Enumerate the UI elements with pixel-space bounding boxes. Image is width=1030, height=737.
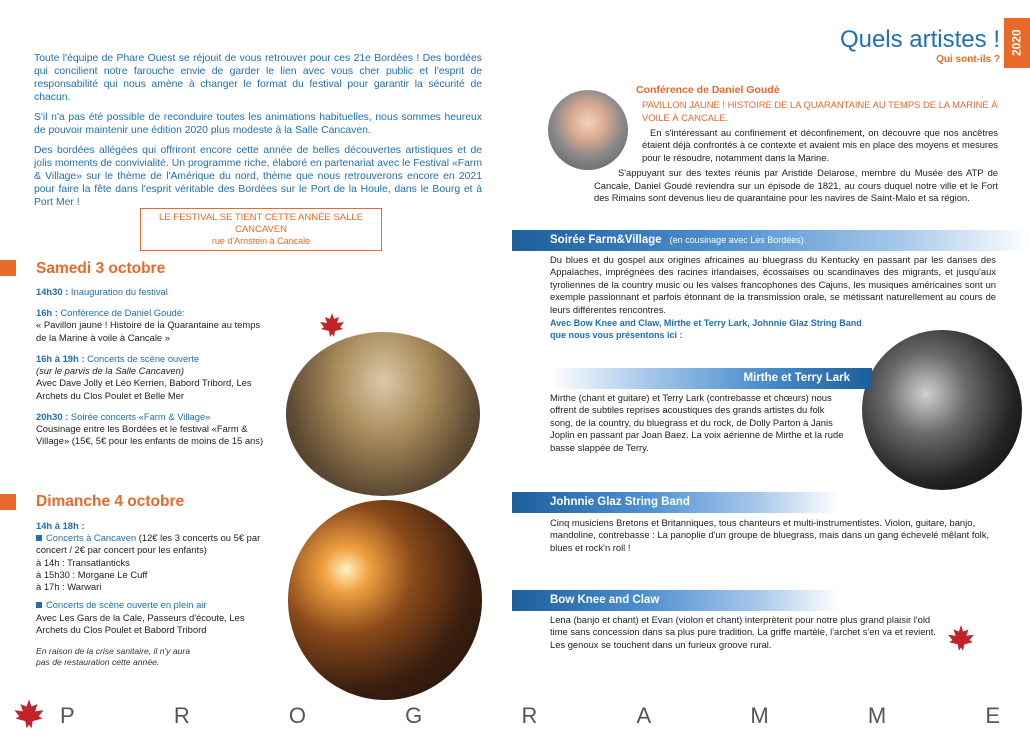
venue-address: rue d'Arnstein à Cancale	[211, 235, 311, 246]
footer-letter: M	[867, 703, 887, 728]
day-title-saturday: Samedi 3 octobre	[36, 260, 166, 277]
footer-letter: R	[521, 703, 538, 728]
section-header-soiree	[512, 230, 1030, 251]
johnnie-text: Cinq musiciens Bretons et Britanniques, tous chanteurs et multi-instrumentistes. Violon, guitare, banjo, mandoline, contrebasse : La panoplie d'un groupe de bluegrass, mais dans un gang échevelé mêlant folk, blues et rock'n roll !	[550, 517, 990, 553]
intro-paragraph-1: Toute l'équipe de Phare Ouest se réjouit de vous retrouver pour ces 21e Bordées ! Des bordées qui concilient notre farouche envie de garder le lien avec vous cher public et l'esprit de responsabilité qui nous amène à changer le format du festival pour garantir la sécurité de chacun.	[34, 53, 482, 103]
conference-paragraph-2: S'appuyant sur des textes réunis par Aristide Delarose, membre du Musée des ATP de Cancale, Daniel Goudé reviendra sur un épisode de 1821, au cours duquel notre ville et le Fort des Rimains sont devenus lieu de quarantaine pour les navires de Saint-Malo et sa région.	[594, 167, 998, 203]
sanitary-note: En raison de la crise sanitaire, il n'y aura pas de restauration cette année.	[36, 645, 191, 668]
conference-section	[594, 84, 998, 204]
soiree-artists-intro: que nous vous présentons ici :	[550, 329, 683, 340]
bullet-square-icon	[36, 535, 42, 541]
bullet-square-icon	[36, 602, 42, 608]
section-header-johnnie	[512, 492, 840, 513]
mirthe-text: Mirthe (chant et guitare) et Terry Lark (contrebasse et chœurs) nous offrent de subtiles reprises acoustiques des grands artistes du folk song, de la country, du bluegrass et du rock, de Dolly Parton à Janis Joplin en passant par Joan Baez. La voix aérienne de Mirthe et la rude basse slappée de Terry.	[550, 392, 844, 453]
day-marker-sunday	[0, 494, 16, 510]
schedule-item: 14h à 18h : Concerts à Cancaven (12€ les 3 concerts ou 5€ par concert / 2€ par concert pour les enfants) à 14h : Transatlanticks à 15h30 : Morgane Le Cuff à 17h : Warwari	[36, 520, 261, 593]
mirthe-title: Mirthe et Terry Lark	[743, 372, 850, 384]
footer-letter: A	[636, 703, 652, 728]
footer-programme	[60, 702, 1000, 730]
footer-letter: O	[288, 703, 307, 728]
page-title: Quels artistes !	[839, 26, 1000, 53]
venue-line: LE FESTIVAL SE TIENT CETTE ANNÉE SALLE CANCAVEN	[159, 212, 363, 235]
footer-letter: P	[60, 703, 75, 728]
saturday-schedule	[36, 286, 266, 456]
schedule-item: 20h30 : Soirée concerts «Farm & Village» Cousinage entre les Bordées et le festival «Farm & Village» (15€, 5€ pour les enfants de moins de 15 ans)	[36, 410, 264, 447]
venue-box	[140, 208, 382, 251]
soiree-title: Soirée Farm&Village	[550, 234, 662, 246]
page-title-block	[780, 28, 1000, 67]
maple-leaf-icon	[946, 624, 976, 659]
intro-paragraph-2: S'il n'a pas été possible de reconduire toutes les animations habituelles, nous sommes heureux de pouvoir maintenir une édition 2020 plus modeste à la Salle Cancaven.	[34, 112, 482, 136]
section-header-mirthe	[550, 368, 872, 389]
schedule-item: 14h30 : Inauguration du festival	[36, 286, 168, 297]
schedule-item: 16h : Conférence de Daniel Goudé: « Pavillon jaune ! Histoire de la Quarantaine au temps de la Marine à voile à Cancale »	[36, 307, 261, 343]
duo-photo-mirthe-terry	[862, 330, 1022, 490]
conference-paragraph-1: En s'intéressant au confinement et déconfinement, on découvre que nos ancêtres étaient déjà confrontés à ce contexte et avaient mis en place des moyens et mesures pour le résoudre, notamment dans la Marine.	[642, 126, 998, 163]
day-marker-saturday	[0, 260, 16, 276]
schedule-item: 16h à 19h : Concerts de scène ouverte (sur le parvis de la Salle Cancaven) Avec Dave Jolly et Léo Kerrien, Babord Tribord, Les Archets du Clos Poulet et Belle Mer	[36, 352, 252, 401]
band-photo-van	[286, 332, 480, 496]
footer-letter: E	[985, 703, 1000, 728]
soiree-subtitle: (en cousinage avec Les Bordées)	[669, 235, 804, 245]
bow-knee-title: Bow Knee and Claw	[550, 594, 660, 606]
maple-leaf-icon	[318, 312, 346, 345]
conference-subtitle: PAVILLON JAUNE ! HISTOIRE DE LA QUARANTAINE AU TEMPS DE LA MARINE À VOILE À CANCALE.	[642, 99, 998, 123]
intro-paragraph-3: Des bordées allégées qui offriront encore cette année de belles découvertes artistiques et de jolis moments de convivialité. Un programme riche, élaboré en partenariat avec le Festival «Farm & Village» sur le thème de l'Amérique du nord, thème que nous retrouverons encore en 2021 pour faire la fête dans l'esprit véritable des Bordées sur le Port de la Houle, dans le Bourg et à Port Mer !	[34, 145, 482, 208]
johnnie-title: Johnnie Glaz String Band	[550, 496, 690, 508]
schedule-item: Concerts de scène ouverte en plein air Avec Les Gars de la Cale, Passeurs d'écoute, Les Archets du Clos Poulet et Babord Tribord	[36, 599, 245, 635]
page-subtitle: Qui sont-ils ?	[936, 54, 1000, 65]
year-tab	[1004, 18, 1030, 68]
intro-text	[34, 52, 482, 216]
sunday-schedule	[36, 520, 266, 677]
soiree-text: Du blues et du gospel aux origines africaines au bluegrass du Kentucky en passant par les danses des Appalaches, imprégnées des racines irlandaises, écossaises ou scandinaves des migrants, et jusqu'aux tyroliennes de la country music ou les valses francophones des Cajuns, les musiques américaines sont un exemple passionnant et parfois étonnant de la transmission orale, se métissant naturellement au cours de leurs différentes rencontres.	[550, 254, 996, 315]
day-title-sunday: Dimanche 4 octobre	[36, 493, 185, 510]
bow-knee-text: Lena (banjo et chant) et Evan (violon et chant) interprètent pour notre plus grand plaisir l'old time sans concession dans sa plus pure tradition. La griffe martèle, l'archet s'en va et revient. Les genoux se touchent dans un furieux groove rural.	[550, 614, 936, 650]
conference-title: Conférence de Daniel Goudé	[636, 84, 780, 96]
soiree-artists-line: Avec Bow Knee and Claw, Mirthe et Terry Lark, Johnnie Glaz String Band	[550, 318, 862, 329]
soiree-body	[550, 254, 996, 341]
year-label: 2020	[1009, 29, 1024, 57]
footer-letter: G	[405, 703, 423, 728]
section-header-bow-knee	[512, 590, 840, 611]
band-photo-stage	[288, 500, 482, 700]
footer-letter: M	[750, 703, 769, 728]
footer-letter: R	[173, 703, 190, 728]
